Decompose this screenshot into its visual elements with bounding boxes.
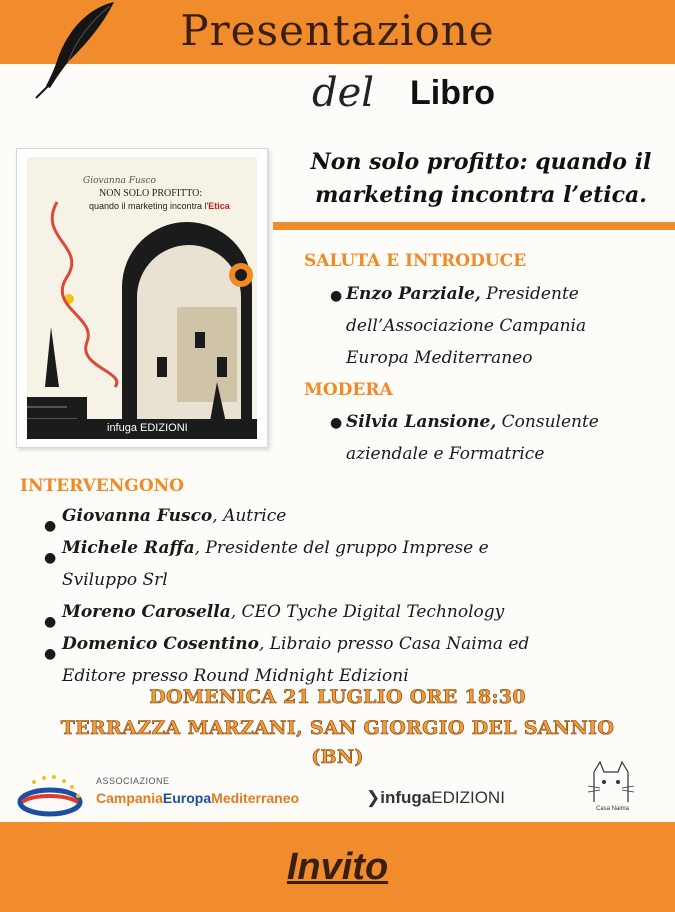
book-title-line2: quando il marketing incontra l'Etica [89, 201, 230, 211]
event-province: (BN) [311, 746, 364, 768]
list-item: ● Moreno Carosella, CEO Tyche Digital Technology [40, 596, 660, 628]
book-author: Giovanna Fusco [83, 176, 156, 186]
event-date: DOMENICA 21 LUGLIO ORE 18:30 [149, 686, 526, 708]
list-item: ● Michele Raffa, Presidente del gruppo Imprese e Sviluppo Srl [44, 538, 489, 590]
bullet-icon: ● [330, 415, 343, 431]
heading-intervengono: INTERVENGONO [20, 476, 184, 496]
bullet-icon: ● [44, 614, 57, 630]
heading-saluta: SALUTA E INTRODUCE [304, 251, 527, 271]
book-title-line1: NON SOLO PROFITTO: [99, 188, 203, 199]
title-libro: Libro [410, 74, 495, 112]
invito-label: Invito [286, 846, 389, 888]
list-item: ● Giovanna Fusco, Autrice [40, 500, 660, 532]
speakers-list [40, 500, 660, 692]
book-publisher: infuga EDIZIONI [107, 422, 188, 434]
page-title: Presentazione [180, 6, 495, 55]
book-cover-art [27, 157, 257, 439]
cat-logo-icon [580, 758, 640, 808]
association-label: ASSOCIAZIONE [96, 776, 170, 786]
heading-modera: MODERA [304, 380, 393, 400]
bullet-icon: ● [44, 550, 57, 566]
title-del: del [312, 70, 375, 116]
casa-naima-label: Casa Naima [596, 806, 630, 812]
bullet-icon: ● [44, 646, 57, 662]
saluta-item: Enzo Parziale, Presidente dell’Associazione Campania Europa Mediterraneo [346, 284, 587, 368]
subtitle-divider [273, 222, 675, 230]
bullet-icon: ● [330, 288, 343, 304]
association-logo-icon [14, 772, 94, 822]
list-item: ● Domenico Cosentino, Libraio presso Casa Naima ed Editore presso Round Midnight Edizioni [44, 634, 530, 686]
association-name: CampaniaEuropaMediterraneo [96, 790, 300, 806]
infuga-mark-icon: ❯ [366, 788, 381, 807]
modera-item: Silvia Lansione, Consulente aziendale e Formatrice [346, 412, 599, 464]
book-subtitle: Non solo profitto: quando il marketing incontra l’etica. [310, 149, 652, 208]
bullet-icon: ● [44, 518, 57, 534]
publisher-logo: ❯infugaEDIZIONI [366, 788, 505, 807]
event-place: TERRAZZA MARZANI, SAN GIORGIO DEL SANNIO [60, 717, 615, 739]
book-cover [16, 148, 268, 448]
